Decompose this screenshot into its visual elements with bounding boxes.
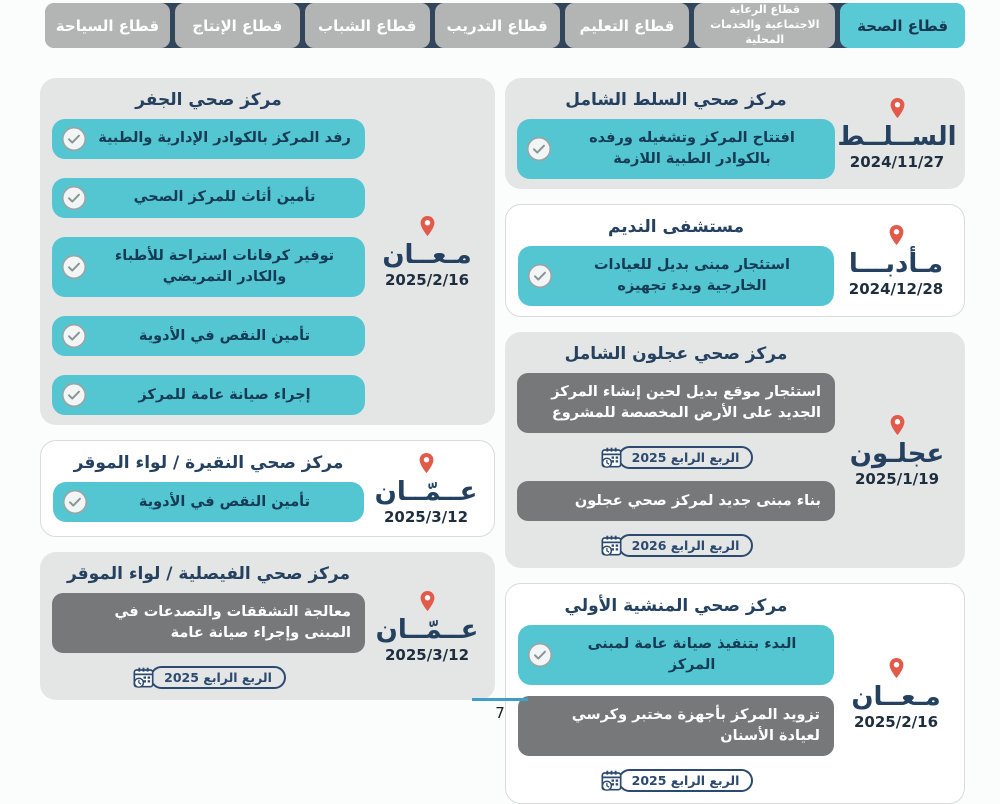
location-block bbox=[370, 451, 482, 526]
sector-tab[interactable] bbox=[305, 3, 430, 48]
calendar-clock-icon bbox=[599, 768, 624, 793]
sector-tab[interactable] bbox=[565, 3, 690, 48]
sector-tab-label: قطاع الشباب bbox=[318, 16, 417, 35]
location-block bbox=[841, 342, 953, 558]
card-title: مركز صحي المنشية الأولي bbox=[564, 596, 788, 617]
location-block bbox=[837, 88, 957, 179]
task-text: البدء بتنفيذ صيانة عامة لمبنى المركز bbox=[587, 636, 797, 674]
check-circle-icon bbox=[61, 126, 87, 152]
schedule-badge bbox=[52, 665, 365, 690]
task-item bbox=[517, 481, 835, 521]
sector-tab[interactable] bbox=[175, 3, 300, 48]
sector-tab-label: قطاع الإنتاج bbox=[192, 16, 283, 35]
sector-tab-label: قطاع الرعاية الاجتماعية والخدمات المحلية bbox=[710, 3, 820, 46]
task-list bbox=[517, 119, 835, 179]
location-pin-icon bbox=[886, 223, 907, 248]
task-list bbox=[517, 373, 835, 558]
schedule-badge-label: الربع الرابع 2025 bbox=[618, 769, 754, 792]
sector-tab-label: قطاع التدريب bbox=[446, 16, 548, 35]
task-item bbox=[518, 625, 834, 685]
location-name: عــمّــان bbox=[375, 614, 479, 645]
location-block bbox=[371, 88, 483, 415]
check-circle-icon bbox=[527, 263, 553, 289]
location-name: عجلـون bbox=[849, 438, 945, 469]
check-circle-icon bbox=[61, 254, 87, 280]
left-column bbox=[40, 78, 495, 700]
card-title: مركز صحي الجفر bbox=[135, 90, 282, 110]
location-block bbox=[371, 562, 483, 690]
check-circle-icon bbox=[61, 382, 87, 408]
sector-tab-label: قطاع السياحة bbox=[55, 16, 160, 35]
task-item bbox=[52, 237, 365, 297]
sector-tab-bar bbox=[45, 3, 965, 48]
location-name: عــمّــان bbox=[374, 477, 478, 508]
report-page bbox=[0, 3, 1000, 789]
check-circle-icon bbox=[527, 642, 553, 668]
page-number: 7 bbox=[495, 704, 505, 722]
schedule-badge-label: الربع الرابع 2025 bbox=[150, 666, 286, 689]
task-text: تأمين أثاث للمركز الصحي bbox=[133, 189, 316, 206]
check-circle-icon bbox=[61, 185, 87, 211]
location-date: 2025/3/12 bbox=[383, 508, 469, 527]
task-list bbox=[52, 593, 365, 690]
location-date: 2024/12/28 bbox=[848, 280, 944, 299]
task-item bbox=[52, 593, 365, 653]
health-center-card bbox=[505, 78, 965, 189]
schedule-badge-label: الربع الرابع 2025 bbox=[618, 446, 754, 469]
sector-tab[interactable] bbox=[45, 3, 170, 48]
task-text: بناء مبنى جديد لمركز صحي عجلون bbox=[574, 492, 821, 509]
sector-tab[interactable] bbox=[840, 3, 965, 48]
task-item bbox=[52, 178, 365, 218]
card-title: مركز صحي السلط الشامل bbox=[565, 90, 787, 110]
location-date: 2024/11/27 bbox=[849, 153, 945, 172]
task-text: توفير كرفانات استراحة للأطباء والكادر التمريضي bbox=[114, 248, 335, 286]
sector-tab-label: قطاع التعليم bbox=[579, 16, 675, 35]
task-text: تزويد المركز بأجهزة مختبر وكرسي لعيادة الأسنان bbox=[571, 707, 820, 745]
schedule-badge bbox=[517, 445, 835, 470]
sector-tab-label: قطاع الصحة bbox=[857, 16, 949, 35]
task-item bbox=[53, 482, 364, 522]
task-text: استئجار موقع بديل لحين إنشاء المركز الجديد على الأرض المخصصة للمشروع bbox=[551, 384, 821, 422]
health-center-card bbox=[505, 204, 965, 317]
schedule-badge bbox=[517, 533, 835, 558]
task-text: افتتاح المركز وتشغيله ورفده بالكوادر الطبية اللازمة bbox=[589, 130, 795, 168]
location-pin-icon bbox=[417, 589, 438, 614]
task-text: استئجار مبنى بديل للعيادات الخارجية وبدء تجهيزه bbox=[593, 257, 791, 295]
content-area bbox=[40, 78, 965, 804]
location-name: مـأدبـــا bbox=[848, 249, 944, 280]
check-circle-icon bbox=[61, 323, 87, 349]
sector-tab[interactable] bbox=[694, 3, 835, 48]
calendar-clock-icon bbox=[599, 533, 624, 558]
task-list bbox=[53, 482, 364, 522]
card-title: مركز صحي النقيرة / لواء الموقر bbox=[73, 453, 344, 474]
footer-divider-line bbox=[472, 698, 528, 701]
location-pin-icon bbox=[887, 96, 908, 121]
task-text: معالجة التشققات والتصدعات في المبنى وإجراء صيانة عامة bbox=[114, 604, 351, 642]
location-block bbox=[840, 215, 952, 306]
location-pin-icon bbox=[886, 656, 907, 681]
task-text: تأمين النقص في الأدوية bbox=[138, 327, 311, 344]
health-center-card bbox=[40, 440, 495, 537]
health-center-card bbox=[505, 332, 965, 568]
schedule-badge-label: الربع الرابع 2026 bbox=[618, 534, 754, 557]
task-item bbox=[52, 375, 365, 415]
location-date: 2025/2/16 bbox=[384, 271, 470, 290]
location-date: 2025/3/12 bbox=[384, 645, 470, 664]
page-footer bbox=[0, 698, 1000, 722]
task-list bbox=[52, 119, 365, 415]
task-list bbox=[518, 246, 834, 306]
health-center-card bbox=[505, 583, 965, 804]
calendar-clock-icon bbox=[599, 445, 624, 470]
check-circle-icon bbox=[526, 136, 552, 162]
health-center-card bbox=[40, 552, 495, 700]
location-block bbox=[840, 594, 952, 793]
task-item bbox=[52, 316, 365, 356]
card-title: مستشفى النديم bbox=[607, 217, 745, 238]
task-item bbox=[517, 119, 835, 179]
location-name: الســلــط bbox=[837, 122, 957, 153]
calendar-clock-icon bbox=[131, 665, 156, 690]
location-pin-icon bbox=[417, 214, 438, 239]
schedule-badge bbox=[518, 768, 834, 793]
location-date: 2025/2/16 bbox=[853, 713, 939, 732]
location-date: 2025/1/19 bbox=[854, 469, 940, 488]
card-title: مركز صحي عجلون الشامل bbox=[564, 344, 788, 365]
location-name: مـعــان bbox=[382, 240, 472, 271]
task-item bbox=[517, 373, 835, 433]
location-pin-icon bbox=[887, 413, 908, 438]
task-item bbox=[52, 119, 365, 159]
check-circle-icon bbox=[62, 489, 88, 515]
location-name: مـعــان bbox=[851, 682, 941, 713]
card-title: مركز صحي الفيصلية / لواء الموقر bbox=[66, 564, 351, 585]
task-text: رفد المركز بالكوادر الإدارية والطبية bbox=[98, 130, 351, 147]
health-center-card bbox=[40, 78, 495, 425]
right-column bbox=[505, 78, 965, 804]
task-item bbox=[518, 246, 834, 306]
location-pin-icon bbox=[416, 451, 437, 476]
task-text: إجراء صيانة عامة للمركز bbox=[138, 386, 311, 403]
task-text: تأمين النقص في الأدوية bbox=[138, 493, 311, 510]
sector-tab[interactable] bbox=[435, 3, 560, 48]
